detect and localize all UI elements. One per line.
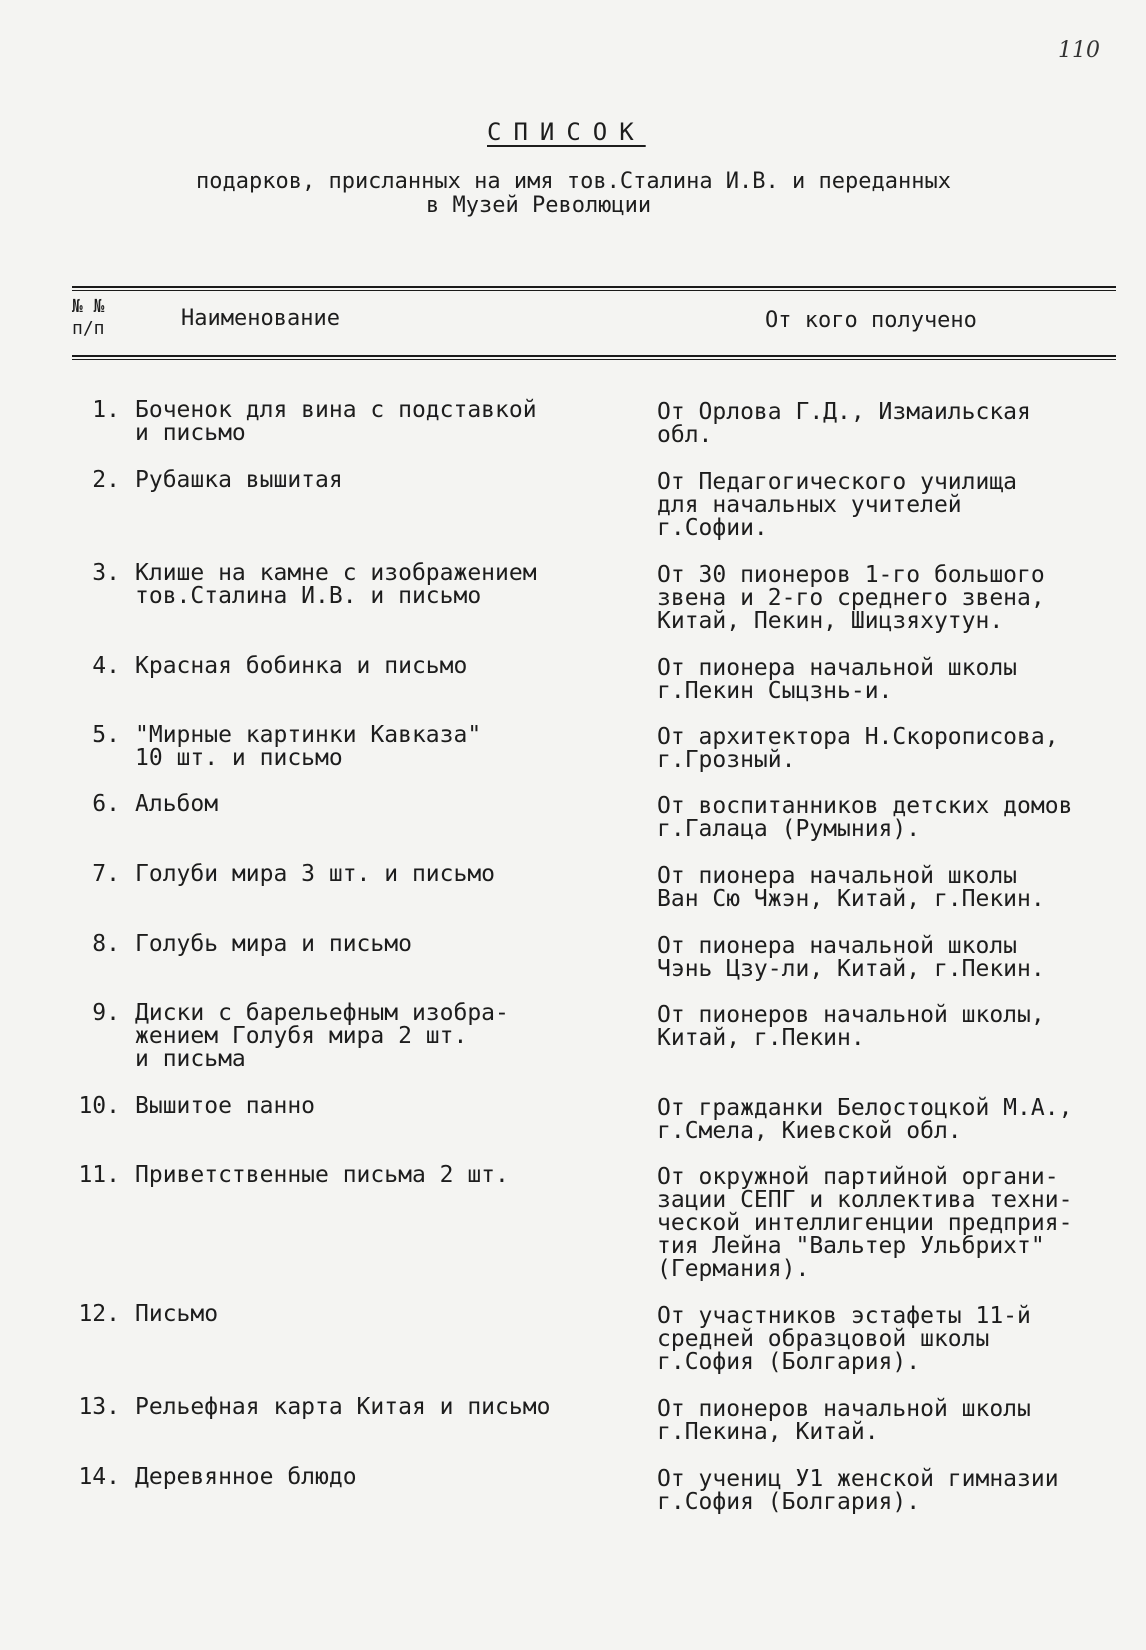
- header-bottom-rule-thin: [72, 359, 1116, 360]
- document-title: СПИСОК: [487, 118, 646, 146]
- header-number: [72, 296, 105, 340]
- header-bottom-rule: [72, 355, 1116, 357]
- gift-name: Письмо: [135, 1301, 219, 1327]
- row-number: 10.: [78, 1093, 120, 1119]
- page-number: 110: [1058, 38, 1100, 63]
- gift-sender: От участников эстафеты 11-й средней образцовой школы г.София (Болгария).: [657, 1303, 1031, 1375]
- gift-name: Деревянное блюдо: [135, 1464, 357, 1490]
- gift-name: Рубашка вышитая: [135, 467, 343, 493]
- header-number-line-1: № №: [72, 296, 105, 317]
- header-top-rule: [72, 286, 1116, 288]
- gift-sender: От Педагогического училища для начальных учителей г.Софии.: [657, 469, 1018, 541]
- row-number: 1.: [92, 397, 120, 423]
- gift-name: Приветственные письма 2 шт.: [135, 1162, 509, 1188]
- header-from: От кого получено: [765, 308, 977, 333]
- row-number: 7.: [92, 861, 120, 887]
- subtitle-line-2: в Музей Революции: [426, 193, 652, 218]
- gift-sender: От архитектора Н.Скорописова, г.Грозный.: [657, 724, 1059, 773]
- gift-name: Красная бобинка и письмо: [135, 653, 468, 679]
- row-number: 3.: [92, 560, 120, 586]
- gift-sender: От 30 пионеров 1-го большого звена и 2-го среднего звена, Китай, Пекин, Шицзяхутун.: [657, 562, 1045, 634]
- header-name: Наименование: [181, 306, 340, 331]
- row-number: 9.: [92, 1000, 120, 1026]
- header-number-line-2: п/п: [72, 318, 105, 339]
- row-number: 4.: [92, 653, 120, 679]
- row-number: 13.: [78, 1394, 120, 1420]
- gift-name: Альбом: [135, 791, 219, 817]
- gift-name: "Мирные картинки Кавказа" 10 шт. и письмо: [135, 722, 482, 771]
- row-number: 14.: [78, 1464, 120, 1490]
- subtitle-line-1: подарков, присланных на имя тов.Сталина И.В. и переданных: [196, 169, 951, 194]
- gift-sender: От гражданки Белостоцкой М.А., г.Смела, Киевской обл.: [657, 1095, 1073, 1144]
- row-number: 12.: [78, 1301, 120, 1327]
- gift-sender: От окружной партийной органи- зации СЕПГ и коллектива техни- ческой интеллигенции предприя- тия Лейна "Вальтер Ульбрихт" (Германия).: [657, 1164, 1073, 1282]
- row-number: 8.: [92, 931, 120, 957]
- gift-name: Боченок для вина с подставкой и письмо: [135, 397, 537, 446]
- gift-name: Клише на камне с изображением тов.Сталина И.В. и письмо: [135, 560, 537, 609]
- gift-sender: От учениц У1 женской гимназии г.София (Болгария).: [657, 1466, 1059, 1515]
- gift-sender: От пионера начальной школы г.Пекин Сыцзнь-и.: [657, 655, 1018, 704]
- gift-sender: От пионеров начальной школы г.Пекина, Китай.: [657, 1396, 1031, 1445]
- header-top-rule-thin: [72, 290, 1116, 291]
- gift-sender: От Орлова Г.Д., Измаильская обл.: [657, 399, 1031, 448]
- gift-sender: От воспитанников детских домов г.Галаца (Румыния).: [657, 793, 1073, 842]
- gift-sender: От пионера начальной школы Чэнь Цзу-ли, Китай, г.Пекин.: [657, 933, 1045, 982]
- gift-name: Голуби мира 3 шт. и письмо: [135, 861, 496, 887]
- row-number: 11.: [78, 1162, 120, 1188]
- gift-name: Диски с барельефным изобра- жением Голубя мира 2 шт. и письма: [135, 1000, 509, 1072]
- document-subtitle: [196, 170, 1076, 218]
- row-number: 5.: [92, 722, 120, 748]
- gift-sender: От пионера начальной школы Ван Сю Чжэн, Китай, г.Пекин.: [657, 863, 1045, 912]
- gift-name: Рельефная карта Китая и письмо: [135, 1394, 551, 1420]
- row-number: 2.: [92, 467, 120, 493]
- gift-sender: От пионеров начальной школы, Китай, г.Пекин.: [657, 1002, 1045, 1051]
- gift-name: Вышитое панно: [135, 1093, 316, 1119]
- gift-name: Голубь мира и письмо: [135, 931, 412, 957]
- row-number: 6.: [92, 791, 120, 817]
